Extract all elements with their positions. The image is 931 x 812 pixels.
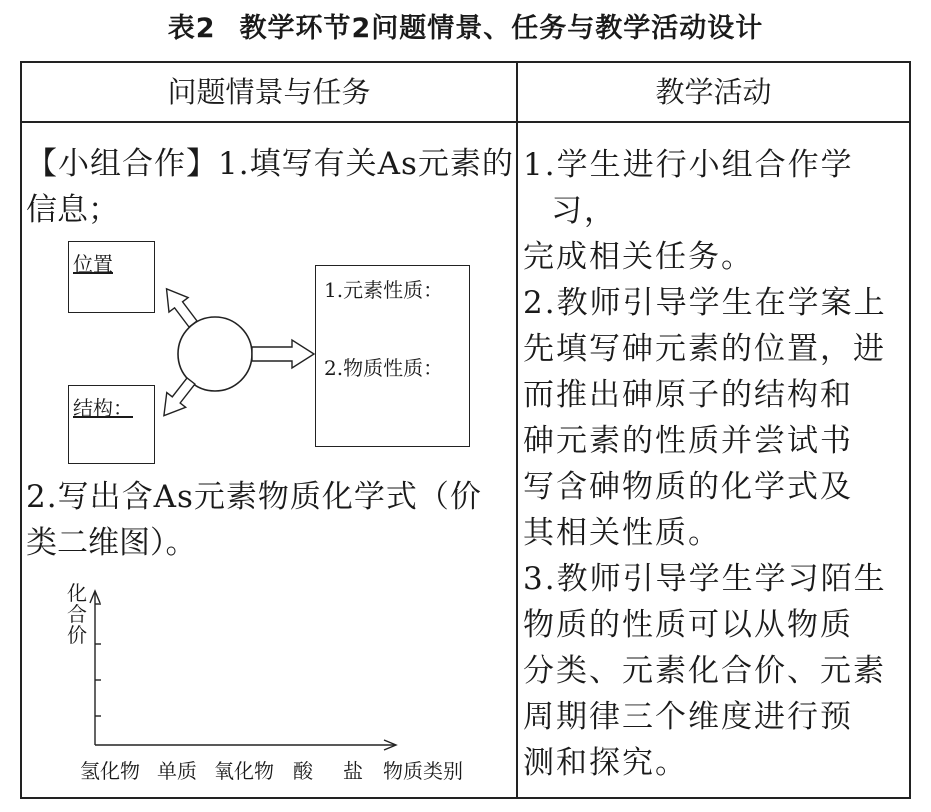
x-category-element: 单质 bbox=[157, 759, 197, 783]
activity-item-2 bbox=[523, 280, 915, 556]
properties-box bbox=[315, 265, 470, 447]
position-box bbox=[68, 241, 155, 313]
activity-3-line: 分类、元素化合价、元素 bbox=[523, 653, 886, 689]
y-axis-label-1: 化 bbox=[67, 581, 87, 605]
x-category-salt: 盐 bbox=[343, 759, 363, 783]
activity-2-line: 砷元素的性质并尝试书 bbox=[523, 423, 853, 459]
task-line-1: 【小组合作】1.填写有关As元素的 bbox=[26, 146, 514, 182]
activity-3-line: 物质的性质可以从物质 bbox=[523, 607, 853, 643]
task-line-3: 2.写出含As元素物质化学式（价 bbox=[26, 479, 482, 515]
activity-1-line: 1.学生进行小组合作学习， bbox=[523, 147, 854, 229]
substance-property-label: 2.物质性质： bbox=[324, 356, 444, 380]
activity-list bbox=[523, 142, 915, 786]
y-axis-label-2: 合 bbox=[67, 602, 87, 626]
table-number: 表2 bbox=[167, 13, 216, 44]
y-axis-label-3: 价 bbox=[67, 623, 87, 647]
activity-item-3 bbox=[523, 556, 915, 786]
structure-label: 结构： bbox=[73, 396, 133, 420]
activity-2-line: 写含砷物质的化学式及 bbox=[523, 469, 853, 505]
activity-2-line: 而推出砷原子的结构和 bbox=[523, 377, 853, 413]
valence-axes bbox=[90, 591, 396, 750]
activity-3-line: 测和探究。 bbox=[523, 745, 688, 781]
position-label: 位置 bbox=[73, 252, 113, 276]
arrow-to-properties bbox=[252, 340, 314, 368]
activity-2-line: 其相关性质。 bbox=[523, 515, 721, 551]
x-axis-title: 物质类别 bbox=[383, 759, 463, 783]
structure-box bbox=[68, 385, 155, 464]
activity-3-line: 3.教师引导学生学习陌生 bbox=[523, 561, 887, 597]
activity-1-line: 完成相关任务。 bbox=[523, 239, 754, 275]
header-task: 问题情景与任务 bbox=[167, 75, 371, 109]
x-category-oxide: 氧化物 bbox=[214, 759, 274, 783]
activity-2-line: 先填写砷元素的位置，进 bbox=[523, 331, 886, 367]
x-category-hydride: 氢化物 bbox=[80, 759, 140, 783]
task-line-2: 信息； bbox=[26, 192, 119, 228]
task-line-4: 类二维图）。 bbox=[26, 525, 197, 561]
table-caption: 教学环节2问题情景、任务与教学活动设计 bbox=[239, 13, 764, 44]
activity-3-line: 周期律三个维度进行预 bbox=[523, 699, 853, 735]
activity-2-line: 2.教师引导学生在学案上 bbox=[523, 285, 887, 321]
x-category-acid: 酸 bbox=[293, 759, 313, 783]
activity-item-1 bbox=[523, 142, 915, 280]
element-property-label: 1.元素性质： bbox=[324, 278, 444, 302]
header-activity: 教学活动 bbox=[655, 75, 772, 109]
